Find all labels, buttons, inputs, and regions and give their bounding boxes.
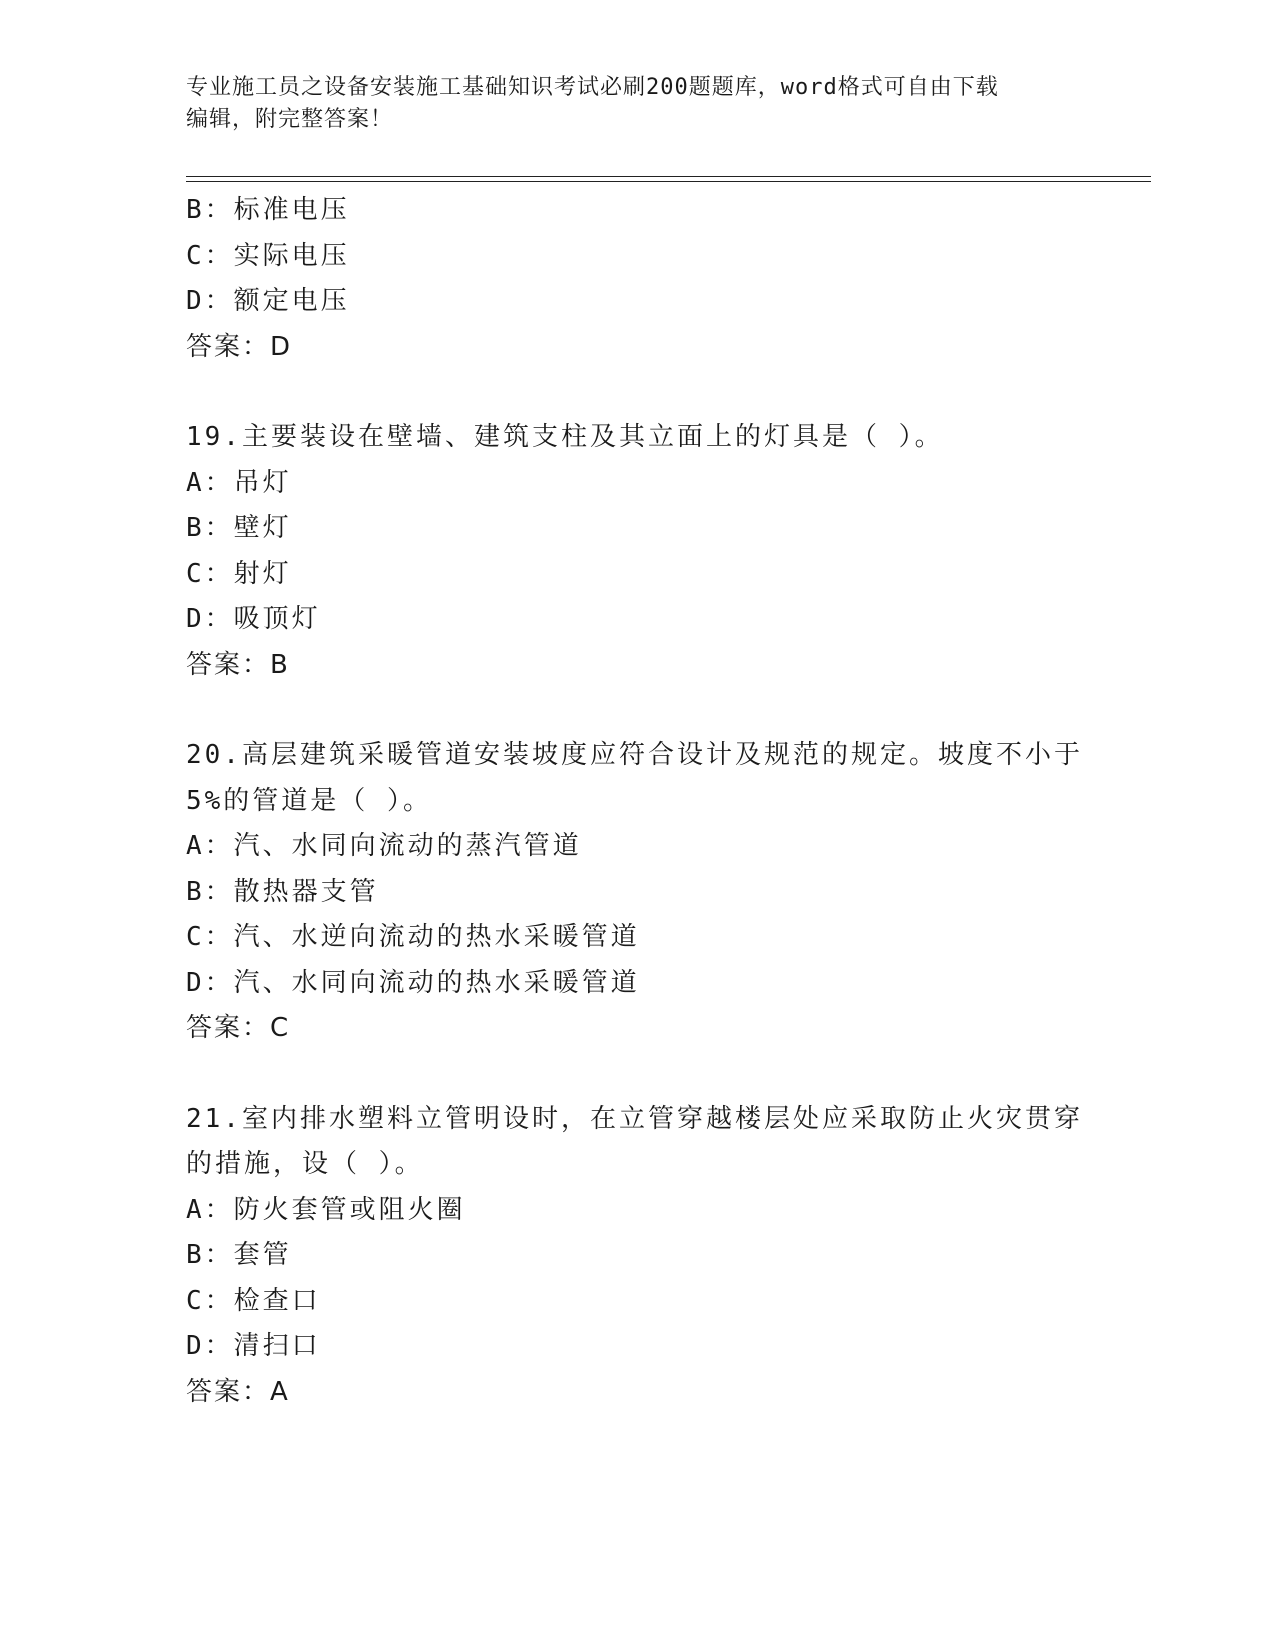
question-stem: 19.主要装设在壁墙、建筑支柱及其立面上的灯具是（ ）。 [186,422,944,452]
question-18-tail [186,188,1086,370]
question-stem-line1: 21.室内排水塑料立管明设时，在立管穿越楼层处应采取防止火灾贯穿 [186,1103,1083,1134]
answer-line: 答案：B [186,649,290,680]
option-d: D：吸顶灯 [186,604,321,634]
question-stem-line2: 5%的管道是（ ）。 [186,785,432,816]
question-21 [186,1097,1086,1416]
option-c: C：实际电压 [186,240,350,271]
spacer [186,688,1086,733]
option-b: B：壁灯 [186,513,292,543]
option-c: C：射灯 [186,558,292,589]
spacer [186,1052,1086,1097]
option-c: C：汽、水逆向流动的热水采暖管道 [186,922,640,952]
answer-line: 答案：C [186,1013,291,1043]
option-d: D：汽、水同向流动的热水采暖管道 [186,967,640,998]
option-c: C：检查口 [186,1285,321,1316]
spacer [186,370,1086,415]
question-19 [186,415,1086,688]
question-20 [186,733,1086,1052]
option-d: D：额定电压 [186,286,350,316]
page-header [186,72,1066,136]
answer-line: 答案：A [186,1376,290,1407]
header-divider-bottom [186,181,1151,182]
option-b: B：套管 [186,1240,292,1270]
question-stem-line2: 的措施，设（ ）。 [186,1149,424,1179]
header-divider-top [186,176,1151,177]
header-title-line1: 专业施工员之设备安装施工基础知识考试必刷200题题库，word格式可自由下载 [186,75,999,100]
option-b: B：标准电压 [186,195,350,225]
question-list [186,188,1086,1415]
option-a: A：汽、水同向流动的蒸汽管道 [186,831,582,861]
question-stem-line1: 20.高层建筑采暖管道安装坡度应符合设计及规范的规定。坡度不小于 [186,740,1083,770]
option-a: A：防火套管或阻火圈 [186,1194,466,1225]
header-title-line2: 编辑，附完整答案！ [186,107,394,132]
option-d: D：清扫口 [186,1331,321,1361]
option-a: A：吊灯 [186,467,292,498]
option-b: B：散热器支管 [186,876,379,907]
answer-line: 答案：D [186,331,293,362]
